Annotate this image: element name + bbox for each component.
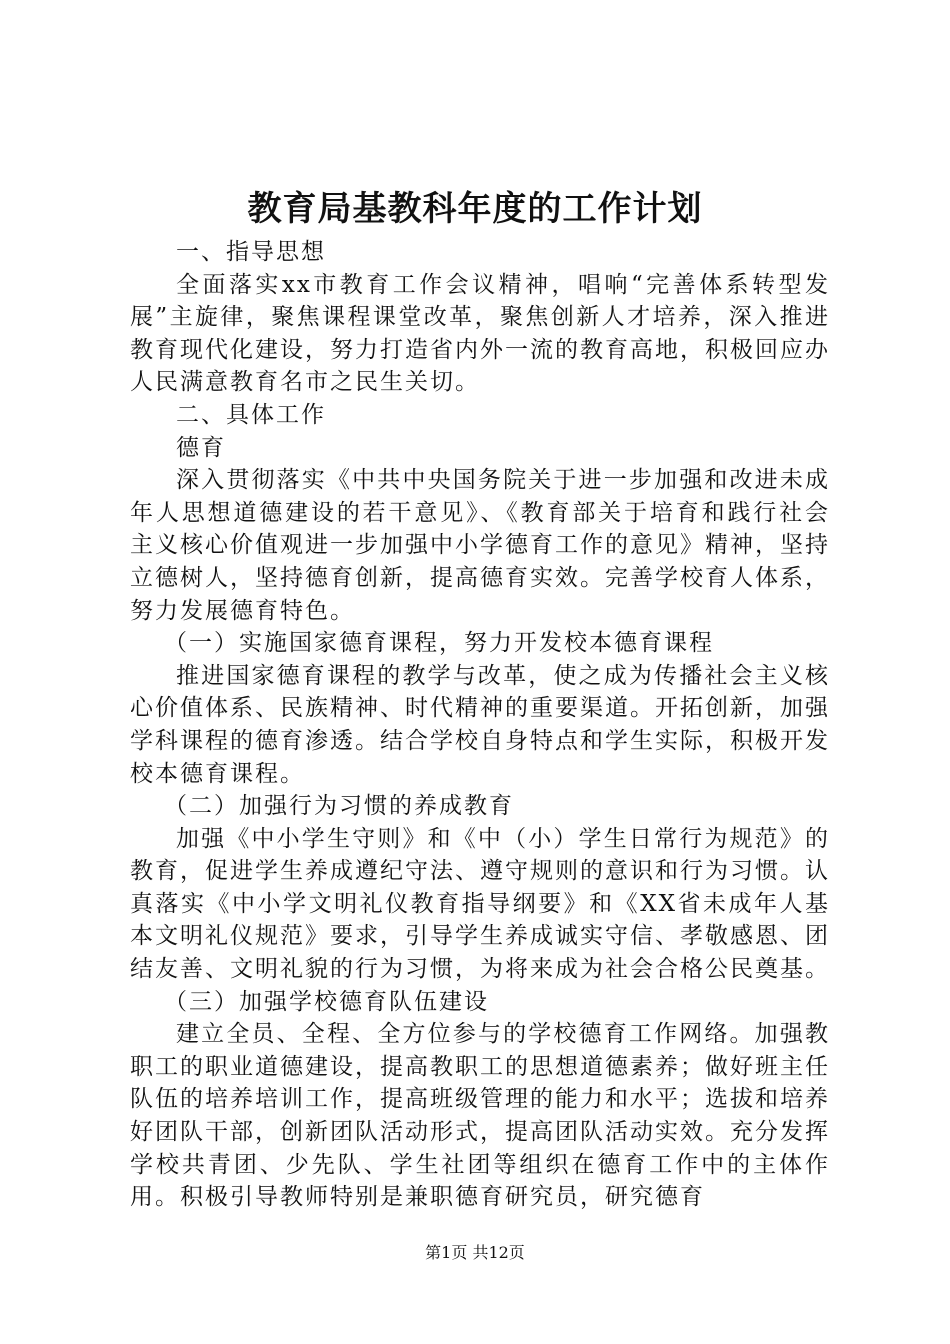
document-title: 教育局基教科年度的工作计划 — [247, 189, 703, 229]
paragraph-habit-education: 加强《中小学生守则》和《中（小）学生日常行为规范》的教育，促进学生养成遵纪守法、遵守规则的意识和行为习惯。认真落实《中小学文明礼仪教育指导纲要》和《XX省未成年人基本文明礼仪规范》要求，引导学生养成诚实守信、孝敬感恩、团结友善、文明礼貌的行为习惯，为将来成为社会合格公民奠基。 — [130, 825, 830, 983]
section-heading-specific-work: 二、具体工作 — [176, 401, 326, 428]
subheading-2-habit-education: （二）加强行为习惯的养成教育 — [164, 793, 514, 820]
page-number-footer: 第1页 共12页 — [425, 1243, 525, 1262]
subheading-3-staff-building: （三）加强学校德育队伍建设 — [164, 988, 489, 1015]
paragraph-moral-curriculum: 推进国家德育课程的教学与改革，使之成为传播社会主义核心价值体系、民族精神、时代精神的重要渠道。开拓创新，加强学科课程的德育渗透。结合学校自身特点和学生实际，积极开发校本德育课程。 — [130, 662, 830, 787]
paragraph-staff-building: 建立全员、全程、全方位参与的学校德育工作网络。加强教职工的职业道德建设，提高教职工的思想道德素养；做好班主任队伍的培养培训工作，提高班级管理的能力和水平；选拔和培养好团队干部，创新团队活动形式，提高团队活动实效。充分发挥学校共青团、少先队、学生社团等组织在德育工作中的主体作用。积极引导教师特别是兼职德育研究员，研究德育 — [130, 1021, 830, 1211]
paragraph-guiding-ideology: 全面落实xx市教育工作会议精神，唱响“完善体系转型发展”主旋律，聚焦课程课堂改革，聚焦创新人才培养，深入推进教育现代化建设，努力打造省内外一流的教育高地，积极回应办人民满意教育名市之民生关切。 — [130, 271, 830, 396]
subsection-heading-moral-education: 德育 — [176, 434, 226, 461]
section-heading-guiding-ideology: 一、指导思想 — [176, 239, 326, 265]
document-body — [130, 236, 830, 1214]
subheading-1-moral-curriculum: （一）实施国家德育课程，努力开发校本德育课程 — [164, 630, 714, 657]
paragraph-moral-education: 深入贯彻落实《中共中央国务院关于进一步加强和改进未成年人思想道德建设的若干意见》、《教育部关于培育和践行社会主义核心价值观进一步加强中小学德育工作的意见》精神，坚持立德树人，坚持德育创新，提高德育实效。完善学校育人体系，努力发展德育特色。 — [130, 467, 830, 624]
